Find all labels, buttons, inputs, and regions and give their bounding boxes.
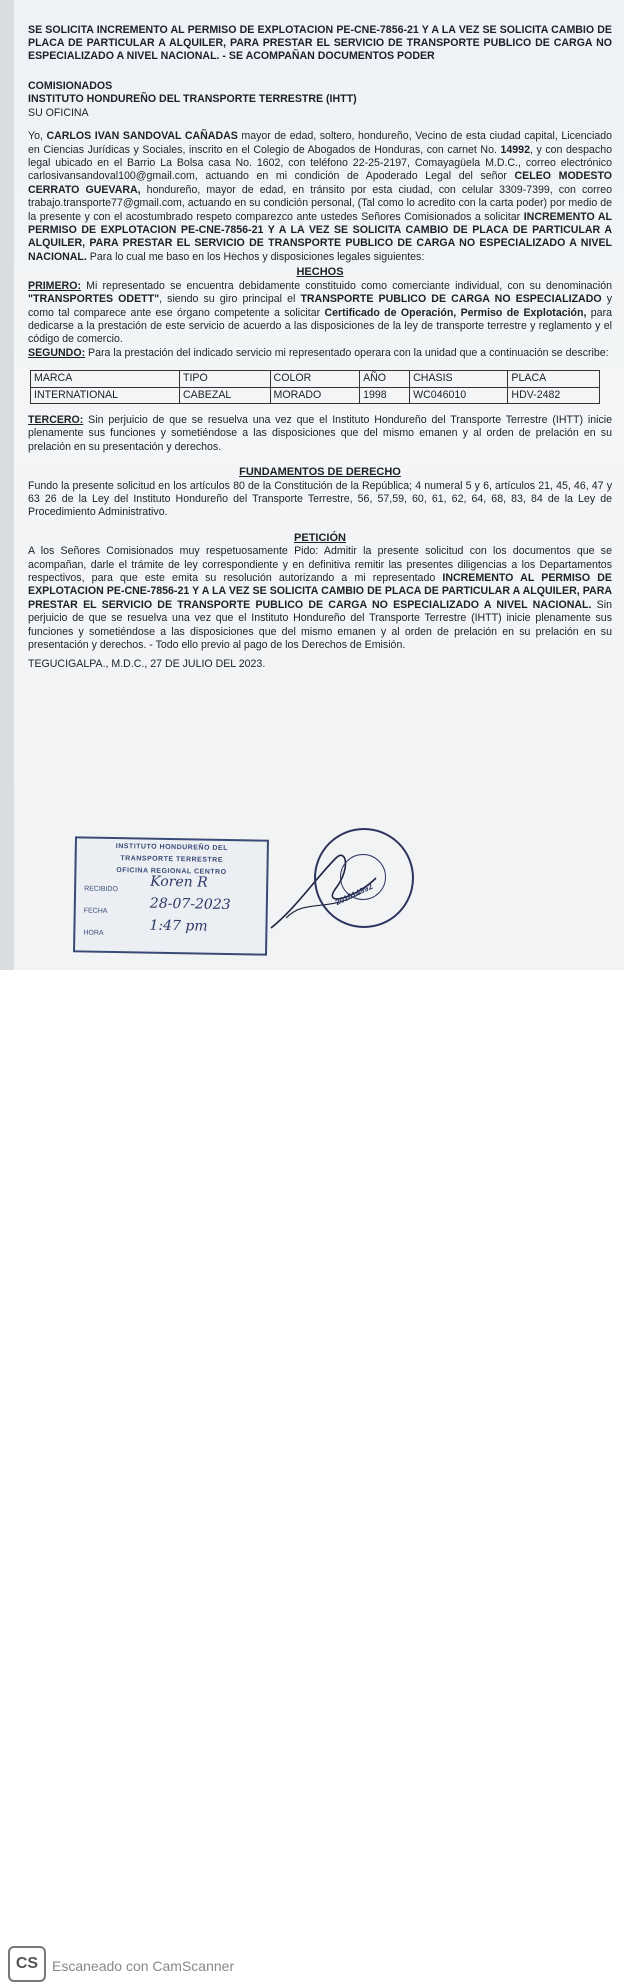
intro-text-b: mayor de edad, soltero, hondureño, Vecino de esta ciudad capital, Licenciado en Ciencias Jurídicas y Sociales, inscrito en el Colegio de Abogados de Honduras, con carnet No.: [28, 130, 612, 156]
segundo-label: SEGUNDO:: [28, 346, 86, 359]
hechos-heading: HECHOS: [296, 266, 344, 279]
primero-text-a: Mi representado se encuentra debidamente constituido como comerciante individual, con su denominación: [80, 279, 612, 292]
primero-giro: TRANSPORTE PUBLICO DE CARGA NO ESPECIALIZADO: [300, 293, 602, 306]
stamp-hora-value: 1:47 pm: [149, 917, 208, 935]
vehicle-table-row: [31, 387, 600, 403]
primero-text-d: para dedicarse a la prestación de este servicio de acuerdo a las disposiciones de la ley de transporte terrestre y reglamento y el código de comercio.: [28, 306, 612, 346]
addressee-line-2: INSTITUTO HONDUREÑO DEL TRANSPORTE TERRESTRE (IHTT): [28, 93, 357, 106]
vehicle-cell: HDV-2482: [508, 387, 600, 403]
intro-paragraph: [28, 130, 612, 264]
vehicle-header-cell: COLOR: [270, 371, 360, 387]
primero-label: PRIMERO:: [28, 279, 81, 292]
primero-cert: Certificado de Operación, Permiso de Explotación,: [324, 306, 587, 319]
vehicle-cell: INTERNATIONAL: [31, 387, 180, 403]
carnet-number: 14992: [500, 143, 530, 156]
peticion-heading: PETICIÓN: [294, 531, 346, 544]
camscanner-text: Escaneado con CamScanner: [52, 1958, 235, 1974]
addressee-line-1: COMISIONADOS: [28, 80, 113, 92]
seal-number: 201014992: [333, 881, 375, 908]
vehicle-cell: MORADO: [270, 387, 360, 403]
client-name: CELEO MODESTO CERRATO GUEVARA,: [28, 170, 612, 196]
reception-stamp: [73, 836, 269, 955]
stamp-line-1: INSTITUTO HONDUREÑO DEL: [115, 843, 228, 852]
primero-text-b: , siendo su giro principal el: [159, 293, 301, 306]
vehicle-table-header: [31, 371, 600, 387]
peticion-text-a: A los Señores Comisionados muy respetuosamente Pido: Admitir la presente solicitud con los documentos que se acompañan, darle el trámite de ley correspondiente y en definitiva remitir las presentes diligencias a los Departamentos respectivos, para que este emita su resolución autorizando a mi representado: [28, 545, 612, 584]
intro-text-c: , y con despacho legal ubicado en el Barrio La Bolsa casa No. 1602, con teléfono 22-25-2197, Comayagüela M.D.C., correo electrónico carlosivansandoval100@gmail.com, actuando en mi condición de Apoderado Legal del señor: [28, 143, 612, 183]
peticion-paragraph: [28, 545, 612, 652]
intro-text-d: hondureño, mayor de edad, en tránsito por esta ciudad, con celular 3309-7399, con correo trabajo.transporte77@gmail.com, actuando en su condición personal, (Tal como lo acredito con la carta poder) por medio de la presente y con el acostumbrado respeto comparezco ante ustedes Señores Comisionados a solicitar: [28, 183, 612, 223]
document-body: [28, 24, 612, 672]
stamp-fecha-value: 28-07-2023: [149, 895, 231, 914]
stamp-recibido-value: Koren R: [150, 873, 208, 891]
stamp-fecha-label: FECHA: [83, 907, 108, 915]
place-date: TEGUCIGALPA., M.D.C., 27 DE JULIO DEL 2023.: [28, 658, 266, 671]
fundamentos-heading: FUNDAMENTOS DE DERECHO: [239, 466, 401, 479]
tercero-label: TERCERO:: [28, 413, 84, 426]
vehicle-cell: CABEZAL: [180, 387, 271, 403]
vehicle-table: [30, 370, 600, 404]
intro-text-a: Yo,: [28, 130, 47, 143]
document-title: SE SOLICITA INCREMENTO AL PERMISO DE EXPLOTACION PE-CNE-7856-21 Y A LA VEZ SE SOLICITA CAMBIO DE PLACA DE PARTICULAR A ALQUILER, PARA PRESTAR EL SERVICIO DE TRANSPORTE PUBLICO DE CARGA NO ESPECIALIZADO A NIVEL NACIONAL. - SE ACOMPAÑAN DOCUMENTOS PODER: [28, 24, 612, 62]
segundo-paragraph: [28, 347, 612, 360]
primero-text-c: y como tal comparece ante ese órgano competente a solicitar: [28, 293, 612, 319]
lawyer-seal: [314, 828, 414, 928]
vehicle-header-cell: PLACA: [508, 371, 600, 387]
scanned-document: [0, 0, 624, 970]
primero-paragraph: [28, 280, 612, 347]
stamp-line-2: TRANSPORTE TERRESTRE: [120, 855, 223, 864]
vehicle-header-cell: AÑO: [360, 371, 410, 387]
addressee-line-3: SU OFICINA: [28, 106, 89, 119]
stamp-recibido-label: RECIBIDO: [84, 885, 119, 894]
intro-request: INCREMENTO AL PERMISO DE EXPLOTACION PE-CNE-7856-21 Y A LA VEZ SE SOLICITA CAMBIO DE PLACA DE PARTICULAR A ALQUILER, PARA PRESTAR EL SERVICIO DE TRANSPORTE PUBLICO DE CARGA NO ESPECIALIZADO A NIVEL NACIONAL.: [28, 210, 612, 263]
tercero-paragraph: [28, 414, 612, 454]
peticion-text-b: Sin perjuicio de que se resuelva una vez que el Instituto Hondureño del Transporte Terrestre (IHTT) inicie plenamente sus funciones y sometiéndose a las disposiciones que del mismo emanen y al orden de prelación en su prelación en su presentación y derechos. - Todo ello previo al pago de los Derechos de Emisión.: [28, 598, 612, 652]
stamp-line-3: OFICINA REGIONAL CENTRO: [116, 867, 227, 876]
fundamentos-paragraph: Fundo la presente solicitud en los artículos 80 de la Constitución de la República; 4 numeral 5 y 6, artículos 21, 45, 46, 47 y 63 26 de la Ley del Instituto Hondureño del Transporte Terrestre, 56, 57,59, 60, 61, 62, 64, 68, 83, 84 de la Ley de Procedimiento Administrativo.: [28, 479, 612, 519]
scanner-footer: [0, 970, 624, 1974]
camscanner-logo-icon: CS: [8, 1946, 46, 1982]
tercero-text: Sin perjuicio de que se resuelva una vez que el Instituto Hondureño del Transporte Terrestre (IHTT) inicie plenamente sus funciones y sometiéndose a las disposiciones que del mismo emanen y al orden de prelación en su prelación en su presentación y derechos.: [28, 413, 612, 453]
segundo-text: Para la prestación del indicado servicio mi representado operara con la unidad que a continuación se describe:: [85, 346, 609, 359]
lawyer-name: CARLOS IVAN SANDOVAL CAÑADAS: [46, 130, 238, 143]
intro-text-e: Para lo cual me baso en los Hechos y disposiciones legales siguientes:: [86, 250, 425, 263]
vehicle-header-cell: MARCA: [31, 371, 180, 387]
peticion-request: INCREMENTO AL PERMISO DE EXPLOTACION PE-CNE-7856-21 Y A LA VEZ SE SOLICITA CAMBIO DE PLACA DE PARTICULAR A ALQUILER, PARA PRESTAR EL SERVICIO DE TRANSPORTE PUBLICO DE CARGA NO ESPECIALIZADO A NIVEL NACIONAL.: [28, 572, 612, 611]
vehicle-cell: 1998: [360, 387, 410, 403]
company-name: "TRANSPORTES ODETT": [28, 293, 160, 306]
vehicle-header-cell: CHASIS: [410, 371, 508, 387]
vehicle-cell: WC046010: [410, 387, 508, 403]
vehicle-header-cell: TIPO: [180, 371, 271, 387]
stamp-hora-label: HORA: [83, 929, 104, 937]
